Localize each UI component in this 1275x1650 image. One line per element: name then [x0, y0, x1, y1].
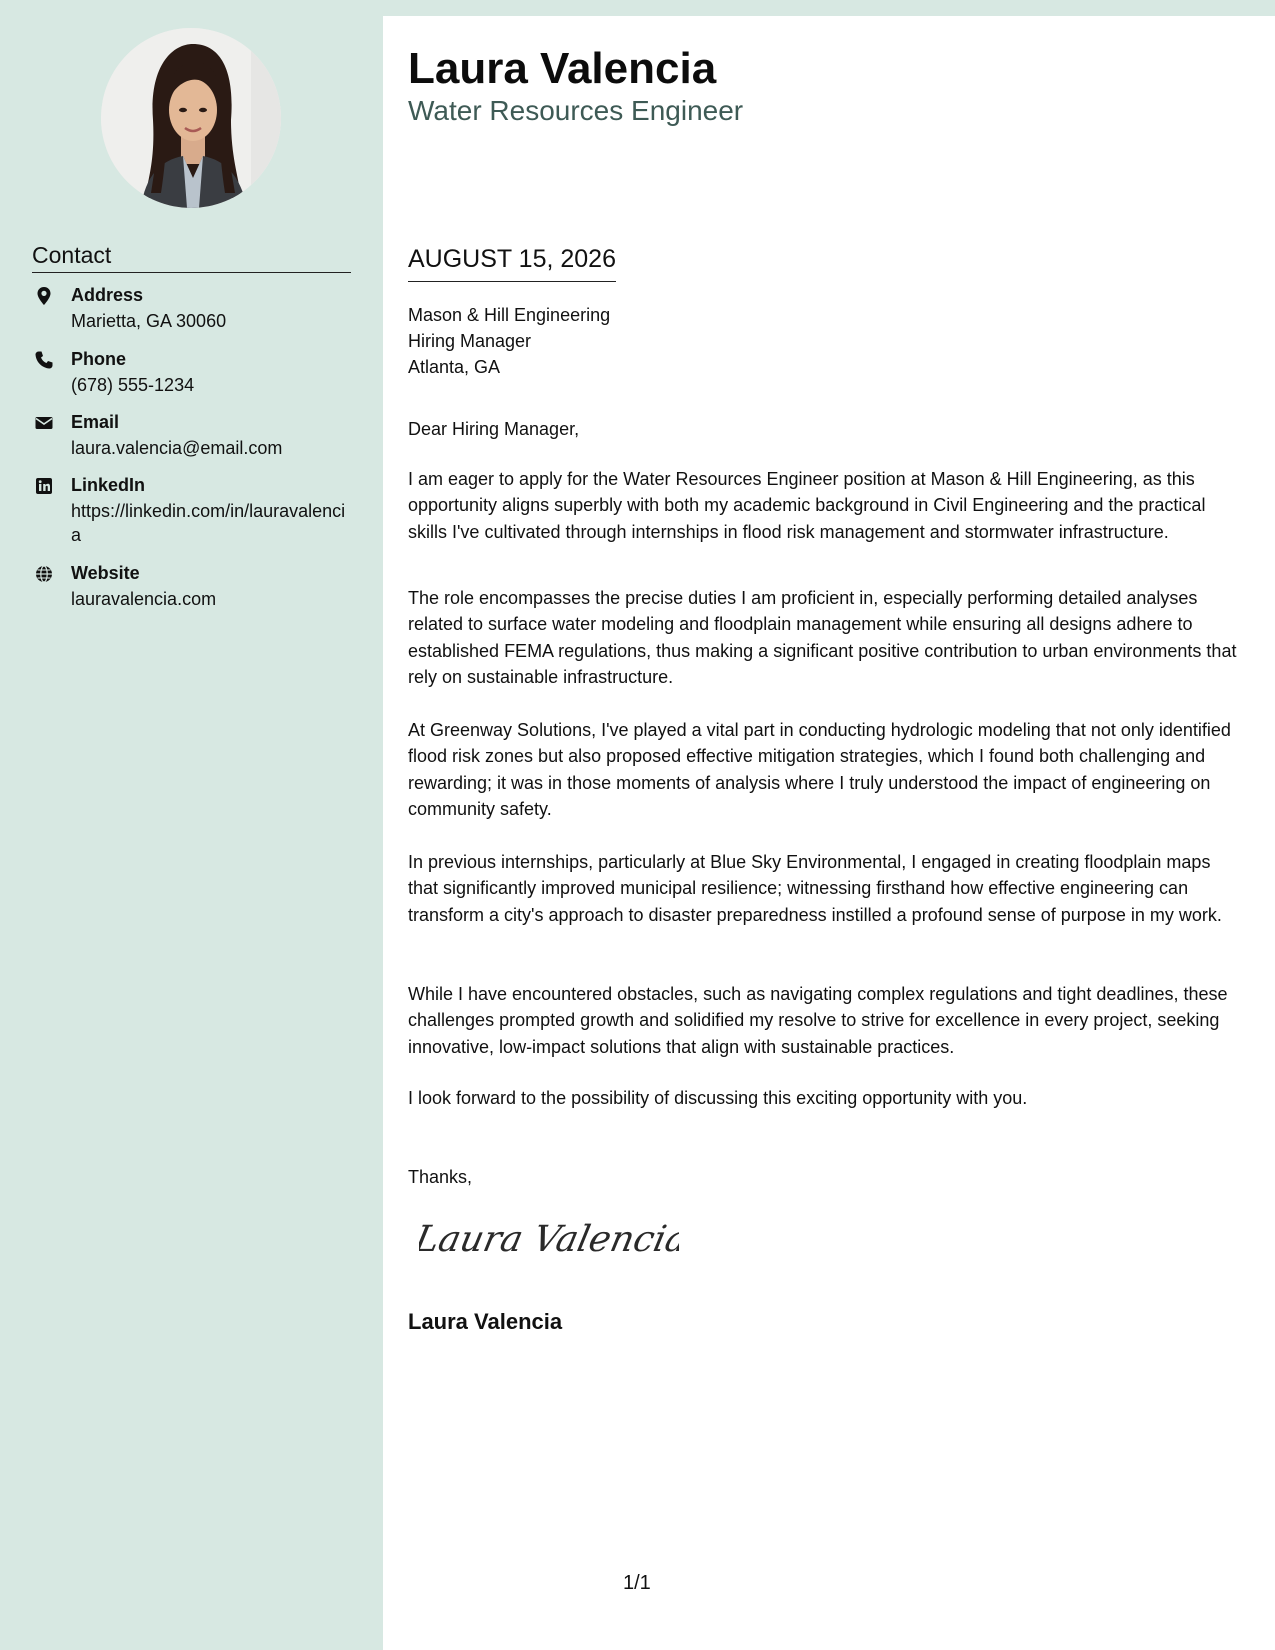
globe-icon	[34, 564, 54, 584]
salutation: Dear Hiring Manager,	[408, 419, 580, 439]
contact-website-value[interactable]: lauravalencia.com	[71, 589, 217, 609]
page-number: 1/1	[623, 1572, 651, 1594]
contact-website-label: Website	[71, 563, 140, 583]
signature-script: Laura Valencia	[419, 1217, 679, 1260]
recipient-block	[408, 302, 610, 380]
linkedin-icon	[34, 476, 54, 496]
closing: Thanks,	[408, 1167, 473, 1187]
contact-phone-value: (678) 555-1234	[71, 375, 195, 395]
paragraph-3: At Greenway Solutions, I've played a vital part in conducting hydrologic modeling that not only identified flood risk zones but also proposed effective mitigation strategies, which I found both challenging and rewarding; it was in those moments of analysis where I truly understood the impact of engineering on community safety.	[408, 720, 1231, 819]
paragraph-6: I look forward to the possibility of discussing this exciting opportunity with you.	[408, 1088, 1028, 1108]
contact-email-label: Email	[71, 412, 120, 432]
contact-heading: Contact	[32, 241, 351, 273]
handwritten-signature	[419, 1203, 679, 1278]
applicant-name: Laura Valencia	[408, 44, 717, 93]
paragraph-1: I am eager to apply for the Water Resources Engineer position at Mason & Hill Engineering, as this opportunity aligns superbly with both my academic background in Civil Engineering and the practical skills I've cultivated through internships in flood risk management and stormwater infrastructure.	[408, 469, 1206, 542]
contact-linkedin-value[interactable]: https://linkedin.com/in/lauravalencia	[71, 501, 346, 545]
recipient-role: Hiring Manager	[408, 331, 532, 351]
contact-linkedin-label: LinkedIn	[71, 475, 146, 495]
recipient-company: Mason & Hill Engineering	[408, 305, 611, 325]
avatar	[101, 28, 281, 208]
contact-address-value: Marietta, GA 30060	[71, 311, 227, 331]
contact-email-value[interactable]: laura.valencia@email.com	[71, 438, 283, 458]
paragraph-4: In previous internships, particularly at Blue Sky Environmental, I engaged in creating floodplain maps that significantly improved municipal resilience; witnessing firsthand how effective engineering can transform a city's approach to disaster preparedness instilled a profound sense of purpose in my work.	[408, 852, 1222, 925]
paragraph-2: The role encompasses the precise duties I am proficient in, especially performing detailed analyses related to surface water modeling and floodplain management while ensuring all designs adhere to established FEMA regulations, thus making a significant positive contribution to urban environments that rely on sustainable infrastructure.	[408, 588, 1237, 687]
signed-name: Laura Valencia	[408, 1309, 563, 1334]
contact-address-label: Address	[71, 285, 144, 305]
sidebar	[0, 0, 383, 1650]
applicant-title: Water Resources Engineer	[408, 95, 744, 126]
letter-body	[383, 16, 1275, 1650]
contact-phone-label: Phone	[71, 349, 127, 369]
envelope-icon	[34, 413, 54, 433]
paragraph-5: While I have encountered obstacles, such as navigating complex regulations and tight deadlines, these challenges prompted growth and solidified my resolve to strive for excellence in every project, seeking innovative, low-impact solutions that align with sustainable practices.	[408, 984, 1228, 1057]
letter-date: AUGUST 15, 2026	[408, 243, 616, 282]
recipient-location: Atlanta, GA	[408, 357, 501, 377]
map-pin-icon	[34, 286, 54, 306]
profile-photo	[101, 28, 281, 208]
phone-icon	[34, 350, 54, 370]
